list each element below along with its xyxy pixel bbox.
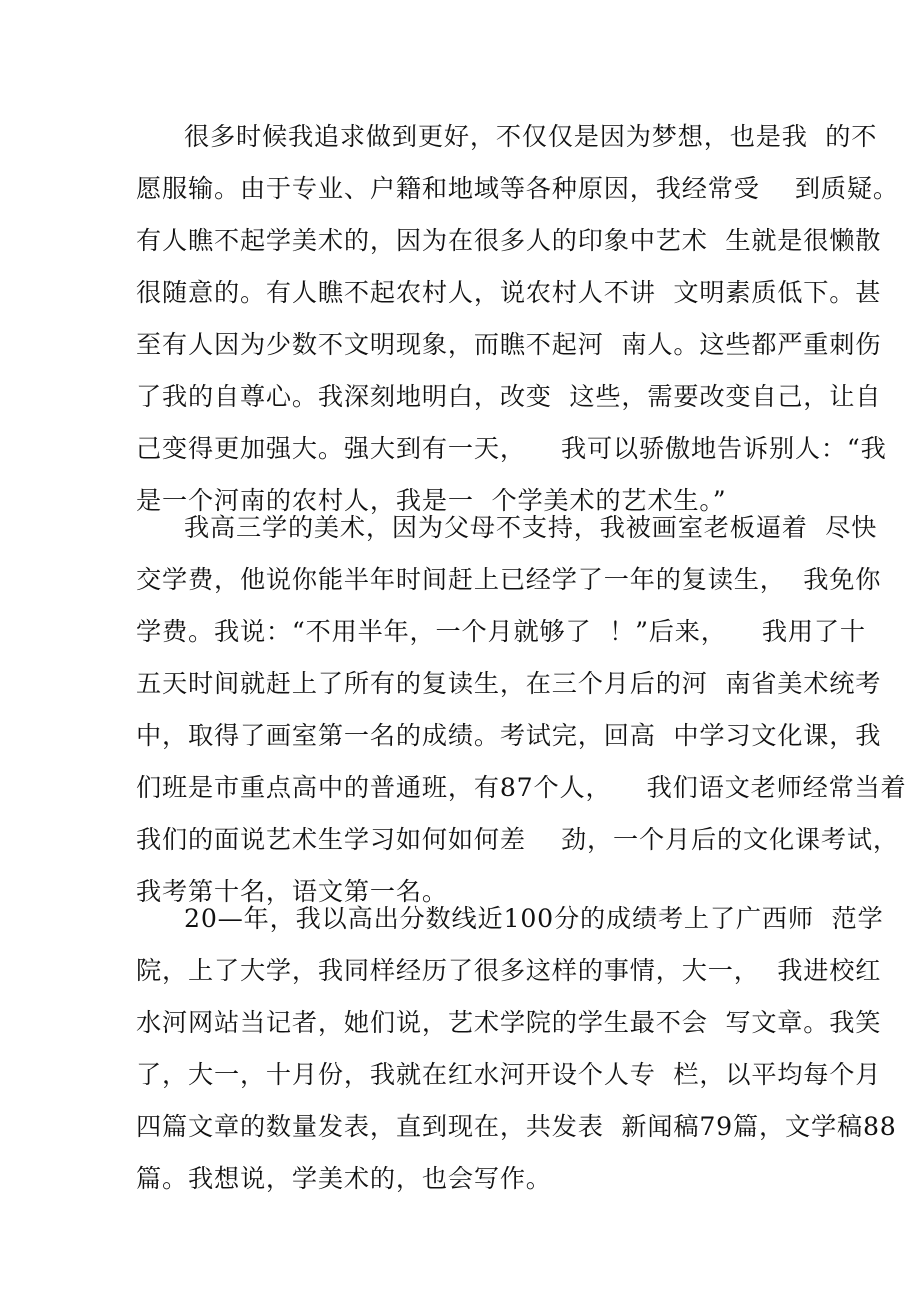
text-line: 我考第十名，语文第一名。 [136,877,448,906]
paragraph-1 [136,111,899,527]
text-line: 愿服输。由于专业、户籍和地域等各种原因，我经常受 到质疑。 [136,174,899,203]
paragraph-2 [136,502,907,918]
text-line: 至有人因为少数不文明现象，而瞧不起河 南人。这些都严重刺伤 [136,330,882,359]
text-line: 是一个河南的农村人，我是一 个学美术的艺术生。” [136,486,727,515]
text-line: 了我的自尊心。我深刻地明白，改变 这些，需要改变自己，让自 [136,382,882,411]
text-line: 水河网站当记者，她们说，艺术学院的学生最不会 写文章。我笑 [136,1008,882,1037]
text-line: 了，大一，十月份，我就在红水河开设个人专 栏，以平均每个月 [136,1060,882,1089]
text-line: 交学费，他说你能半年时间赶上已经学了一年的复读生， 我免你 [136,565,882,594]
text-line: 有人瞧不起学美术的，因为在很多人的印象中艺术 生就是很懒散 [136,226,882,255]
text-line: 学费。我说：“不用半年，一个月就够了 ！”后来， 我用了十 [136,617,866,646]
text-line: 们班是市重点高中的普通班，有87个人， 我们语文老师经常当着 [136,773,907,802]
text-line: 很随意的。有人瞧不起农村人，说农村人不讲 文明素质低下。甚 [136,278,882,307]
text-line: 院，上了大学，我同样经历了很多这样的事情，大一， 我进校红 [136,956,882,985]
text-line: 我高三学的美术，因为父母不支持，我被画室老板逼着 尽快 [184,513,878,542]
text-line: 中，取得了画室第一名的成绩。考试完，回高 中学习文化课，我 [136,721,882,750]
paragraph-3 [136,893,897,1205]
text-line: 我们的面说艺术生学习如何如何差 劲，一个月后的文化课考试， [136,825,899,854]
text-line: 己变得更加强大。强大到有一天， 我可以骄傲地告诉别人：“我 [136,434,887,463]
text-line: 很多时候我追求做到更好，不仅仅是因为梦想，也是我 的不 [184,122,878,151]
text-line: 20—年，我以高出分数线近100分的成绩考上了广西师 范学 [184,904,884,933]
text-line: 四篇文章的数量发表，直到现在，共发表 新闻稿79篇，文学稿88 [136,1112,897,1141]
text-line: 篇。我想说，学美术的，也会写作。 [136,1164,552,1193]
text-line: 五天时间就赶上了所有的复读生，在三个月后的河 南省美术统考 [136,669,882,698]
